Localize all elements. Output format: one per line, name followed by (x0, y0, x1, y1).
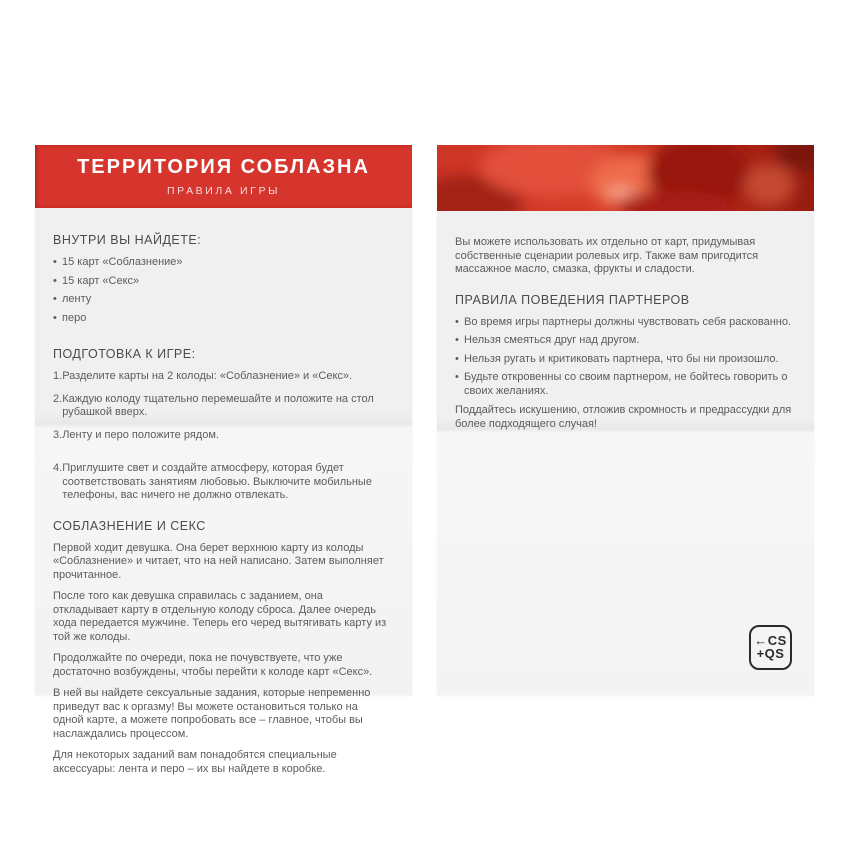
bullet-icon: • (455, 334, 459, 346)
game-title: ТЕРРИТОРИЯ СОБЛАЗНА (77, 156, 370, 178)
preparation-step (53, 429, 394, 443)
list-item-text: 15 карт «Соблазнение» (62, 256, 183, 268)
partner-rules-heading: ПРАВИЛА ПОВЕДЕНИЯ ПАРТНЕРОВ (455, 292, 690, 307)
preparation-step (53, 393, 394, 420)
preparation-heading: ПОДГОТОВКА К ИГРЕ: (53, 347, 196, 361)
intro-paragraph: Вы можете использовать их отдельно от карт, придумывая собственные сценарии ролевых игр. Также вам пригодится массажное масло, смазка, фрукты и сладости. (455, 236, 759, 275)
list-item (53, 312, 393, 326)
rules-paragraph: В ней вы найдете сексуальные задания, которые непременно приведут вас к оргазму! Вы можете остановиться только на одной карте, а можете попробовать все – главное, чтобы вы наслаждались процессом. (53, 687, 371, 740)
rule-item (455, 371, 795, 398)
preparation-step (53, 370, 394, 384)
rule-item (455, 353, 795, 367)
rules-paragraph: Продолжайте по очереди, пока не почувствуете, что уже достаточно возбуждены, чтобы перейти к колоде карт «Секс». (53, 652, 373, 678)
game-subtitle: ПРАВИЛА ИГРЫ (167, 185, 280, 197)
preparation-step (53, 462, 394, 503)
bullet-icon: • (53, 256, 57, 268)
rule-item (455, 316, 795, 330)
list-item-text: перо (62, 311, 87, 324)
step-text: Каждую колоду тщательно перемешайте и положите на стол рубашкой вверх. (62, 392, 374, 418)
logo-line-2: +QS (756, 645, 785, 661)
couple-photo (437, 145, 814, 211)
step-text: Приглушите свет и создайте атмосферу, которая будет соответствовать занятиям любовью. Выключите мобильные телефоны, вас ничего не должно отвлекать. (62, 462, 372, 501)
seduction-heading: СОБЛАЗНЕНИЕ И СЕКС (53, 518, 206, 533)
closing-paragraph: Поддайтесь искушению, отложив скромность и предрассудки для более подходящего случая! (455, 404, 792, 430)
rules-paragraph: Первой ходит девушка. Она берет верхнюю карту из колоды «Соблазнение» и читает, что на ней написано. Затем выполняет прочитанное. (53, 541, 384, 581)
list-item-text: ленту (62, 293, 92, 305)
bullet-icon: • (53, 274, 57, 287)
step-number: 4. (53, 462, 63, 474)
rule-text: Будьте откровенны со своим партнером, не бойтесь говорить о своих желаниях. (464, 371, 788, 397)
rules-card-left (35, 145, 412, 775)
rules-paragraph: После того как девушка справилась с заданием, она откладывает карту в отдельную колоду сброса. Далее очередь хода передается мужчине. Теперь его черед вытягивать карту из той же колоды. (53, 590, 387, 643)
right-card-content (437, 211, 814, 431)
step-number: 2. (53, 392, 63, 405)
bullet-icon: • (455, 352, 459, 365)
step-text: Ленту и перо положите рядом. (62, 428, 219, 441)
card-header (35, 145, 412, 208)
ecstas-brand-logo (749, 625, 792, 670)
bullet-icon: • (53, 293, 57, 305)
rules-paragraph: Для некоторых заданий вам понадобятся специальные аксессуары: лента и перо – их вы найдете в коробке. (53, 749, 337, 775)
list-item-text: 15 карт «Секс» (62, 274, 140, 287)
rule-text: Во время игры партнеры должны чувствовать себя раскованно. (464, 315, 792, 328)
step-number: 1. (53, 370, 63, 382)
bullet-icon: • (53, 311, 57, 324)
logo-line-1: ←CS (754, 633, 787, 648)
bullet-icon: • (455, 371, 459, 383)
rules-card-right (437, 145, 814, 695)
bullet-icon: • (455, 315, 459, 328)
rule-text: Нельзя ругать и критиковать партнера, что бы ни произошло. (464, 352, 779, 365)
inside-heading: ВНУТРИ ВЫ НАЙДЕТЕ: (53, 233, 202, 247)
list-item (53, 256, 393, 270)
rule-text: Нельзя смеяться друг над другом. (464, 334, 640, 346)
left-card-content (35, 208, 412, 776)
step-number: 3. (53, 428, 63, 441)
list-item (53, 275, 393, 289)
rule-item (455, 334, 795, 348)
step-text: Разделите карты на 2 колоды: «Соблазнение» и «Секс». (62, 370, 353, 382)
list-item (53, 293, 393, 307)
